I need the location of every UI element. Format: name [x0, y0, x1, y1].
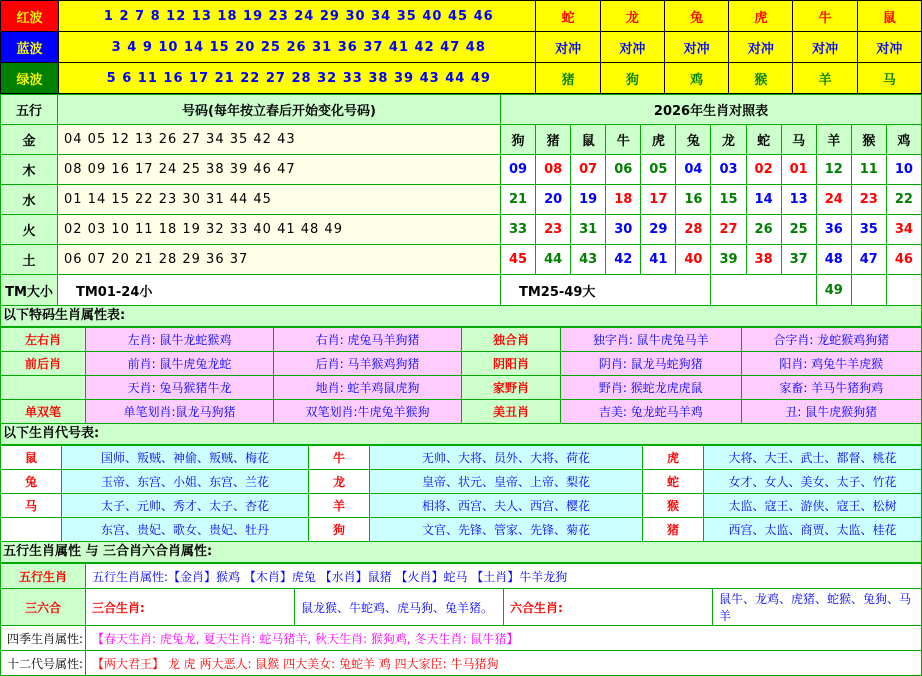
green-wave-row — [1, 63, 922, 94]
zodiac-head-7: 蛇 — [746, 125, 781, 155]
bottom-row-wuxing — [1, 564, 922, 589]
zodiac-col-1-opposite: 狗 — [600, 63, 664, 94]
mu-z1: 08 — [536, 155, 571, 185]
codename-3-mid-animal: 狗 — [309, 518, 370, 542]
bottom-sanhe-key: 三合生肖: — [86, 589, 295, 626]
green-wave-numbers: 5 6 11 16 17 21 22 27 28 32 33 38 39 43 44 49 — [59, 63, 536, 94]
attr-row-3-cell-3: 吉美: 兔龙蛇马羊鸡 — [561, 400, 742, 424]
blue-wave-label: 蓝波 — [1, 32, 59, 63]
bottom-table — [0, 563, 922, 676]
huo-z5: 28 — [676, 215, 711, 245]
tu-z7: 38 — [746, 245, 781, 275]
mu-z9: 12 — [816, 155, 851, 185]
element-tu: 土 — [1, 245, 58, 275]
tu-z3: 42 — [606, 245, 641, 275]
element-jin: 金 — [1, 125, 58, 155]
bottom-season-label: 四季生肖属性: — [1, 626, 86, 651]
tm-spacer — [711, 275, 816, 306]
codename-1-right-value: 女才、女人、美女、太子、竹花 — [704, 470, 922, 494]
bottom-liuhe-key: 六合生肖: — [504, 589, 713, 626]
attr-row-2-cell-1: 地肖: 蛇羊鸡鼠虎狗 — [274, 376, 462, 400]
codename-row-1 — [1, 470, 922, 494]
attr-row-3 — [1, 400, 922, 424]
codename-0-left-animal: 鼠 — [1, 446, 62, 470]
zodiac-col-2-name: 兔 — [664, 1, 728, 32]
wuxing-row-mu — [1, 155, 922, 185]
zodiac-col-2-clash: 对冲 — [664, 32, 728, 63]
tm-big: TM25-49大 — [501, 275, 711, 306]
wuxing-row-tu — [1, 245, 922, 275]
zodiac-col-3-opposite: 猴 — [729, 63, 793, 94]
tu-z10: 47 — [851, 245, 886, 275]
mu-z3: 06 — [606, 155, 641, 185]
tm-spacer-2 — [851, 275, 886, 306]
codename-3-right-animal: 猪 — [643, 518, 704, 542]
tu-z5: 40 — [676, 245, 711, 275]
shui-z11: 22 — [886, 185, 921, 215]
tu-z6: 39 — [711, 245, 746, 275]
bottom-wuxing-text: 五行生肖属性:【金肖】猴鸡 【木肖】虎兔 【水肖】鼠猪 【火肖】蛇马 【土肖】牛羊龙狗 — [86, 564, 922, 589]
attr-row-3-cell-1: 双笔划肖:牛虎兔羊猴狗 — [274, 400, 462, 424]
tu-z1: 44 — [536, 245, 571, 275]
element-jin-numbers: 04 05 12 13 26 27 34 35 42 43 — [58, 125, 501, 155]
mu-z10: 11 — [851, 155, 886, 185]
wuxing-row-shui — [1, 185, 922, 215]
mu-z0: 09 — [501, 155, 536, 185]
red-wave-row — [1, 1, 922, 32]
tu-z0: 45 — [501, 245, 536, 275]
shui-z8: 13 — [781, 185, 816, 215]
huo-z8: 25 — [781, 215, 816, 245]
shui-z5: 16 — [676, 185, 711, 215]
codename-3-right-value: 西宫、太监、商贾、太监、桂花 — [704, 518, 922, 542]
green-wave-label: 绿波 — [1, 63, 59, 94]
huo-z3: 30 — [606, 215, 641, 245]
element-tu-numbers: 06 07 20 21 28 29 36 37 — [58, 245, 501, 275]
attributes-table — [0, 327, 922, 424]
attr-row-2 — [1, 376, 922, 400]
bottom-row-twelve — [1, 651, 922, 676]
zodiac-head-11: 鸡 — [886, 125, 921, 155]
attr-row-0-cell-4: 合字肖: 龙蛇猴鸡狗猪 — [741, 328, 922, 352]
mu-z4: 05 — [641, 155, 676, 185]
tm-spacer-3 — [886, 275, 921, 306]
zodiac-head-10: 猴 — [851, 125, 886, 155]
zodiac-col-0-name: 蛇 — [536, 1, 600, 32]
codename-2-left-value: 太子、元帅、秀才、太子、杏花 — [62, 494, 309, 518]
codename-2-right-animal: 猴 — [643, 494, 704, 518]
zodiac-col-2-opposite: 鸡 — [664, 63, 728, 94]
tu-z11: 46 — [886, 245, 921, 275]
bottom-row-seasons — [1, 626, 922, 651]
shui-z2: 19 — [571, 185, 606, 215]
huo-z9: 36 — [816, 215, 851, 245]
codename-2-mid-value: 相将、西宫、夫人、西宫、樱花 — [370, 494, 643, 518]
zodiac-col-5-name: 鼠 — [857, 1, 921, 32]
bottom-sanhe-value: 鼠龙猴、牛蛇鸡、虎马狗、兔羊猪。 — [295, 589, 504, 626]
attributes-caption: 以下特码生肖属性表: — [0, 306, 922, 327]
zodiac-head-6: 龙 — [711, 125, 746, 155]
blue-wave-row — [1, 32, 922, 63]
shui-z6: 15 — [711, 185, 746, 215]
wuxing-header-row — [1, 95, 922, 125]
attr-row-0-label: 左右肖 — [1, 328, 86, 352]
element-shui-numbers: 01 14 15 22 23 30 31 44 45 — [58, 185, 501, 215]
codename-3-mid-value: 文官、先锋、管家、先锋、菊花 — [370, 518, 643, 542]
element-mu: 木 — [1, 155, 58, 185]
shui-z9: 24 — [816, 185, 851, 215]
attr-row-2-key-2: 家野肖 — [462, 376, 561, 400]
mu-z2: 07 — [571, 155, 606, 185]
color-wave-table — [0, 0, 922, 94]
tu-z9: 48 — [816, 245, 851, 275]
tu-z4: 41 — [641, 245, 676, 275]
attr-row-1-cell-0: 前肖: 鼠牛虎兔龙蛇 — [86, 352, 274, 376]
attr-row-1-cell-1: 后肖: 马羊猴鸡狗猪 — [274, 352, 462, 376]
codename-1-left-value: 玉帝、东宫、小姐、东宫、兰花 — [62, 470, 309, 494]
bottom-liuhe-value: 鼠牛、龙鸡、虎猪、蛇猴、兔狗、马羊 — [713, 589, 922, 626]
codename-0-mid-animal: 牛 — [309, 446, 370, 470]
shui-z0: 21 — [501, 185, 536, 215]
bottom-wuxing-label: 五行生肖 — [1, 564, 86, 589]
shui-z7: 14 — [746, 185, 781, 215]
huo-z0: 33 — [501, 215, 536, 245]
element-huo-numbers: 02 03 10 11 18 19 32 33 40 41 48 49 — [58, 215, 501, 245]
bottom-sanhe-label: 三六合 — [1, 589, 86, 626]
tm-small: TM01-24小 — [58, 275, 501, 306]
codename-3-left-animal — [1, 518, 62, 542]
attr-row-0-cell-3: 独字肖: 鼠牛虎兔马羊 — [561, 328, 742, 352]
attr-row-1-cell-3: 阴肖: 鼠龙马蛇狗猪 — [561, 352, 742, 376]
codename-0-right-animal: 虎 — [643, 446, 704, 470]
codename-1-left-animal: 兔 — [1, 470, 62, 494]
mu-z7: 02 — [746, 155, 781, 185]
zodiac-col-4-clash: 对冲 — [793, 32, 857, 63]
bottom-season-text: 【春天生肖: 虎兔龙, 夏天生肖: 蛇马猪羊, 秋天生肖: 猴狗鸡, 冬天生肖: 鼠牛猪】 — [86, 626, 922, 651]
tu-z8: 37 — [781, 245, 816, 275]
codename-row-2 — [1, 494, 922, 518]
zodiac-col-4-opposite: 羊 — [793, 63, 857, 94]
zodiac-col-3-clash: 对冲 — [729, 32, 793, 63]
bottom-row-sanhe — [1, 589, 922, 626]
element-huo: 火 — [1, 215, 58, 245]
codename-1-right-animal: 蛇 — [643, 470, 704, 494]
wuxing-header-numbers: 号码(每年按立春后开始变化号码) — [58, 95, 501, 125]
wuxing-header-element: 五行 — [1, 95, 58, 125]
mu-z6: 03 — [711, 155, 746, 185]
element-shui: 水 — [1, 185, 58, 215]
zodiac-col-3-name: 虎 — [729, 1, 793, 32]
shui-z1: 20 — [536, 185, 571, 215]
wuxing-header-zodiac: 2026年生肖对照表 — [501, 95, 922, 125]
codename-table — [0, 445, 922, 542]
codename-0-left-value: 国师、叛贼、神偷、叛贼、梅花 — [62, 446, 309, 470]
codename-caption: 以下生肖代号表: — [0, 424, 922, 445]
codename-1-mid-value: 皇帝、状元、皇帝、上帝、梨花 — [370, 470, 643, 494]
zodiac-head-4: 虎 — [641, 125, 676, 155]
zodiac-col-1-clash: 对冲 — [600, 32, 664, 63]
zodiac-col-0-clash: 对冲 — [536, 32, 600, 63]
blue-wave-numbers: 3 4 9 10 14 15 20 25 26 31 36 37 41 42 47 48 — [59, 32, 536, 63]
codename-row-0 — [1, 446, 922, 470]
huo-z7: 26 — [746, 215, 781, 245]
zodiac-head-2: 鼠 — [571, 125, 606, 155]
tm-value: 49 — [816, 275, 851, 306]
huo-z1: 23 — [536, 215, 571, 245]
bottom-caption: 五行生肖属性 与 三合肖六合肖属性: — [0, 542, 922, 563]
attr-row-0-cell-0: 左肖: 鼠牛龙蛇猴鸡 — [86, 328, 274, 352]
shui-z3: 18 — [606, 185, 641, 215]
codename-0-right-value: 大将、大王、武士、都督、桃花 — [704, 446, 922, 470]
bottom-twelve-text: 【两大君王】 龙 虎 两大恶人: 鼠猴 四大美女: 兔蛇羊 鸡 四大家臣: 牛马猪狗 — [86, 651, 922, 676]
codename-2-right-value: 太监、寇王、游侠、寇王、松树 — [704, 494, 922, 518]
codename-1-mid-animal: 龙 — [309, 470, 370, 494]
attr-row-0-key-2: 独合肖 — [462, 328, 561, 352]
shui-z4: 17 — [641, 185, 676, 215]
zodiac-head-3: 牛 — [606, 125, 641, 155]
codename-2-left-animal: 马 — [1, 494, 62, 518]
shui-z10: 23 — [851, 185, 886, 215]
red-wave-label: 红波 — [1, 1, 59, 32]
zodiac-col-1-name: 龙 — [600, 1, 664, 32]
attr-row-1-label: 前后肖 — [1, 352, 86, 376]
zodiac-col-0-opposite: 猪 — [536, 63, 600, 94]
mu-z11: 10 — [886, 155, 921, 185]
codename-3-left-value: 东宫、贵妃、歌女、贵妃、牡丹 — [62, 518, 309, 542]
tm-label: TM大小 — [1, 275, 58, 306]
attr-row-3-cell-4: 丑: 鼠牛虎猴狗猪 — [741, 400, 922, 424]
tu-z2: 43 — [571, 245, 606, 275]
zodiac-head-9: 羊 — [816, 125, 851, 155]
codename-2-mid-animal: 羊 — [309, 494, 370, 518]
attr-row-2-label — [1, 376, 86, 400]
zodiac-col-5-clash: 对冲 — [857, 32, 921, 63]
attr-row-3-label: 单双笔 — [1, 400, 86, 424]
attr-row-3-key-2: 美丑肖 — [462, 400, 561, 424]
attr-row-1-cell-4: 阳肖: 鸡兔牛羊虎猴 — [741, 352, 922, 376]
attr-row-2-cell-4: 家畜: 羊马牛猪狗鸡 — [741, 376, 922, 400]
huo-z4: 29 — [641, 215, 676, 245]
zodiac-col-4-name: 牛 — [793, 1, 857, 32]
element-mu-numbers: 08 09 16 17 24 25 38 39 46 47 — [58, 155, 501, 185]
attr-row-0-cell-1: 右肖: 虎兔马羊狗猪 — [274, 328, 462, 352]
huo-z10: 35 — [851, 215, 886, 245]
mu-z5: 04 — [676, 155, 711, 185]
red-wave-numbers: 1 2 7 8 12 13 18 19 23 24 29 30 34 35 40 45 46 — [59, 1, 536, 32]
zodiac-head-5: 兔 — [676, 125, 711, 155]
attr-row-1-key-2: 阴阳肖 — [462, 352, 561, 376]
zodiac-col-5-opposite: 马 — [857, 63, 921, 94]
wuxing-row-jin — [1, 125, 922, 155]
attr-row-1 — [1, 352, 922, 376]
codename-0-mid-value: 无帅、大将、员外、大将、荷花 — [370, 446, 643, 470]
codename-row-3 — [1, 518, 922, 542]
attr-row-2-cell-0: 天肖: 兔马猴猪牛龙 — [86, 376, 274, 400]
attr-row-0 — [1, 328, 922, 352]
huo-z6: 27 — [711, 215, 746, 245]
wuxing-row-huo — [1, 215, 922, 245]
mu-z8: 01 — [781, 155, 816, 185]
zodiac-head-0: 狗 — [501, 125, 536, 155]
huo-z11: 34 — [886, 215, 921, 245]
bottom-twelve-label: 十二代号属性: — [1, 651, 86, 676]
zodiac-head-8: 马 — [781, 125, 816, 155]
attr-row-3-cell-0: 单笔划肖:鼠龙马狗猪 — [86, 400, 274, 424]
attr-row-2-cell-3: 野肖: 猴蛇龙虎虎鼠 — [561, 376, 742, 400]
huo-z2: 31 — [571, 215, 606, 245]
tm-size-row — [1, 275, 922, 306]
wuxing-table — [0, 94, 922, 306]
zodiac-head-1: 猪 — [536, 125, 571, 155]
